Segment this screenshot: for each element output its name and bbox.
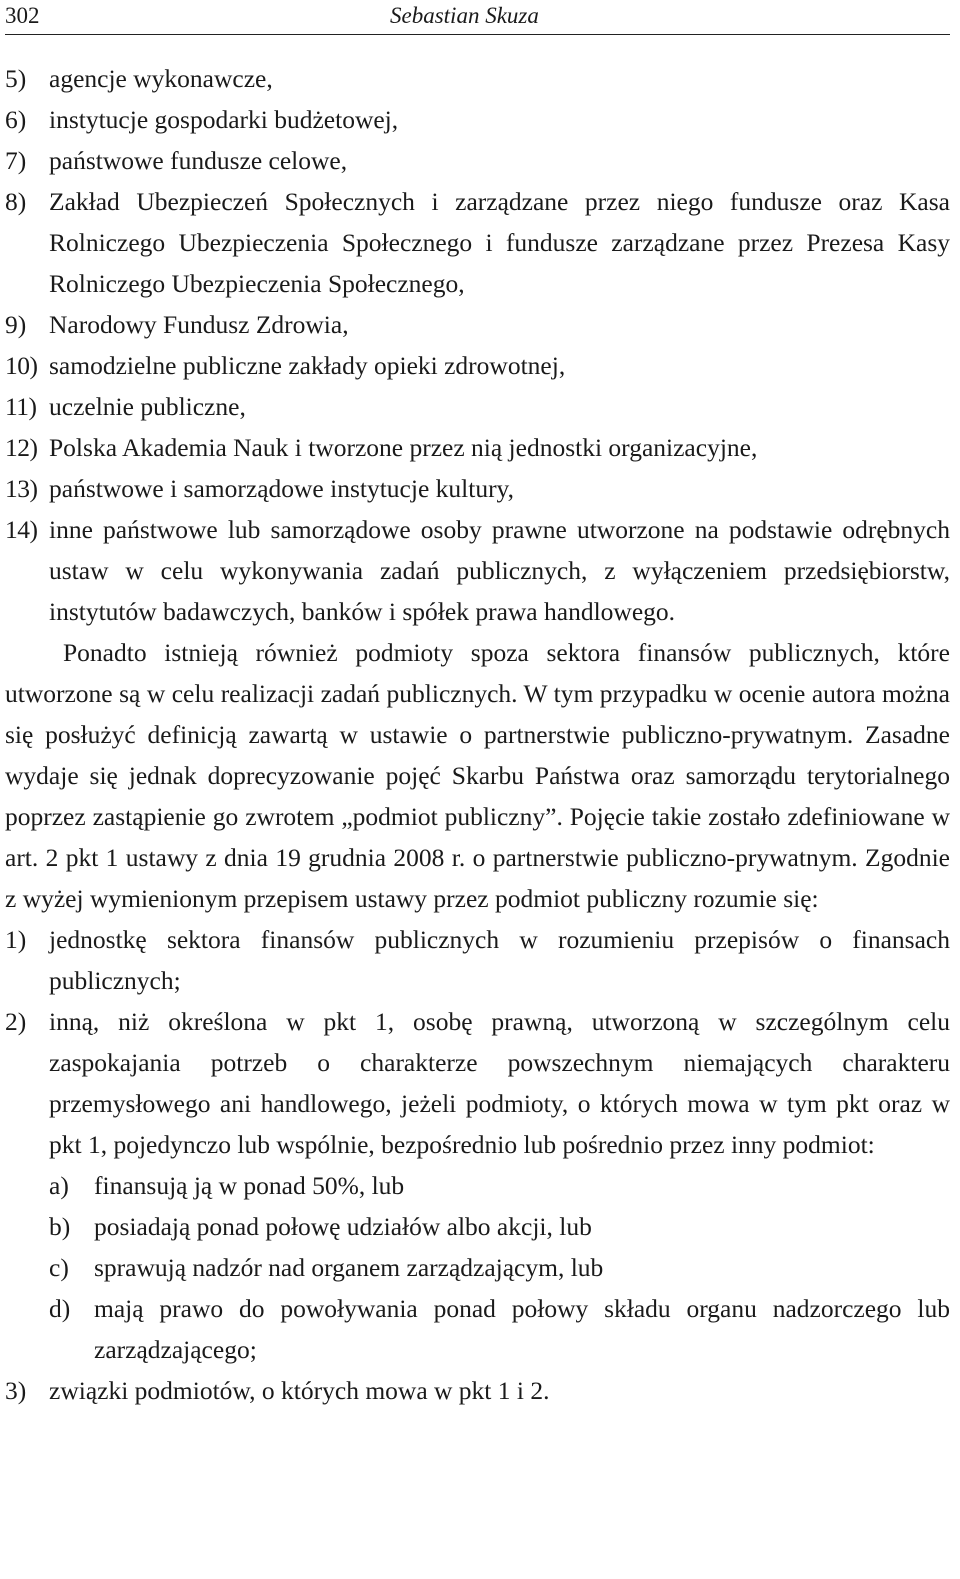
definition-item <box>5 1001 950 1165</box>
definition-item-number: 3) <box>5 1376 27 1405</box>
list-item <box>5 345 950 386</box>
definition-subitem-text: sprawują nadzór nad organem zarządzającym, lub <box>94 1253 604 1282</box>
body-text <box>5 58 950 1411</box>
list-item-number: 6) <box>5 105 27 134</box>
list-item-text: Narodowy Fundusz Zdrowia, <box>49 310 349 339</box>
list-item <box>5 468 950 509</box>
list-item <box>5 140 950 181</box>
definition-item-text: jednostkę sektora finansów publicznych w rozumieniu przepisów o finansach publicznych; <box>49 925 950 995</box>
list-item <box>5 181 950 304</box>
definition-subitem-text: finansują ją w ponad 50%, lub <box>94 1171 405 1200</box>
list-item-text: państwowe i samorządowe instytucje kultury, <box>49 474 515 503</box>
definition-subitem-letter: b) <box>49 1212 71 1241</box>
definition-item-text: związki podmiotów, o których mowa w pkt 1 i 2. <box>49 1376 550 1405</box>
definition-item-number: 1) <box>5 925 27 954</box>
list-item-number: 7) <box>5 146 27 175</box>
list-item-number: 11) <box>5 392 37 421</box>
list-item-number: 12) <box>5 433 38 462</box>
definition-subitem-text: mają prawo do powoływania ponad połowy składu organu nadzorczego lub zarządzającego; <box>94 1294 950 1364</box>
list-item-number: 5) <box>5 64 27 93</box>
definition-subitem-letter: d) <box>49 1294 71 1323</box>
definition-subitem <box>5 1288 950 1370</box>
list-item <box>5 58 950 99</box>
definition-subitem <box>5 1247 950 1288</box>
list-item <box>5 509 950 632</box>
running-header <box>5 0 950 35</box>
definition-subitem-letter: a) <box>49 1171 69 1200</box>
list-item-text: agencje wykonawcze, <box>49 64 273 93</box>
body-paragraph: Ponadto istnieją również podmioty spoza sektora finansów publicznych, które utworzone są w celu realizacji zadań publicznych. W tym przypadku w ocenie autora można się posłużyć definicją zawartą w ustawie o partnerstwie publiczno-prywatnym. Zasadne wydaje się jednak doprecyzowanie pojęć Skarbu Państwa oraz samorządu terytorialnego poprzez zastąpienie go zwrotem „podmiot publiczny”. Pojęcie takie zostało zdefiniowane w art. 2 pkt 1 ustawy z dnia 19 grudnia 2008 r. o partnerstwie publiczno-prywatnym. Zgodnie z wyżej wymienionym przepisem ustawy przez podmiot publiczny rozumie się: <box>5 638 950 913</box>
definition-item <box>5 1370 950 1411</box>
definition-subitem <box>5 1165 950 1206</box>
list-item-number: 8) <box>5 187 27 216</box>
list-item <box>5 386 950 427</box>
definition-subitem-text: posiadają ponad połowę udziałów albo akcji, lub <box>94 1212 592 1241</box>
list-item-text: Polska Akademia Nauk i tworzone przez nią jednostki organizacyjne, <box>49 433 758 462</box>
definition-subitem-letter: c) <box>49 1253 69 1282</box>
list-item-text: uczelnie publiczne, <box>49 392 246 421</box>
list-item-text: Zakład Ubezpieczeń Społecznych i zarządzane przez niego fundusze oraz Kasa Rolniczego Ubezpieczenia Społecznego i fundusze zarządzane przez Prezesa Kasy Rolniczego Ubezpieczenia Społecznego, <box>49 187 950 298</box>
list-item <box>5 304 950 345</box>
list-item-number: 13) <box>5 474 38 503</box>
list-item-number: 9) <box>5 310 27 339</box>
definition-item <box>5 919 950 1001</box>
running-title: Sebastian Skuza <box>390 3 539 28</box>
list-item-text: inne państwowe lub samorządowe osoby prawne utworzone na podstawie odrębnych ustaw w celu wykonywania zadań publicznych, z wyłączeniem przedsiębiorstw, instytutów badawczych, banków i spółek prawa handlowego. <box>49 515 950 626</box>
list-item-text: państwowe fundusze celowe, <box>49 146 348 175</box>
list-item <box>5 99 950 140</box>
list-item-number: 10) <box>5 351 38 380</box>
definition-item-text: inną, niż określona w pkt 1, osobę prawną, utworzoną w szczególnym celu zaspokajania potrzeb o charakterze powszechnym niemających charakteru przemysłowego ani handlowego, jeżeli podmioty, o których mowa w tym pkt oraz w pkt 1, pojedynczo lub wspólnie, bezpośrednio lub pośrednio przez inny podmiot: <box>49 1007 950 1159</box>
list-item-text: samodzielne publiczne zakłady opieki zdrowotnej, <box>49 351 566 380</box>
list-item-number: 14) <box>5 515 38 544</box>
page <box>5 0 950 1405</box>
list-item <box>5 427 950 468</box>
list-item-text: instytucje gospodarki budżetowej, <box>49 105 399 134</box>
definition-item-number: 2) <box>5 1007 27 1036</box>
definition-subitem <box>5 1206 950 1247</box>
page-number: 302 <box>5 3 40 28</box>
